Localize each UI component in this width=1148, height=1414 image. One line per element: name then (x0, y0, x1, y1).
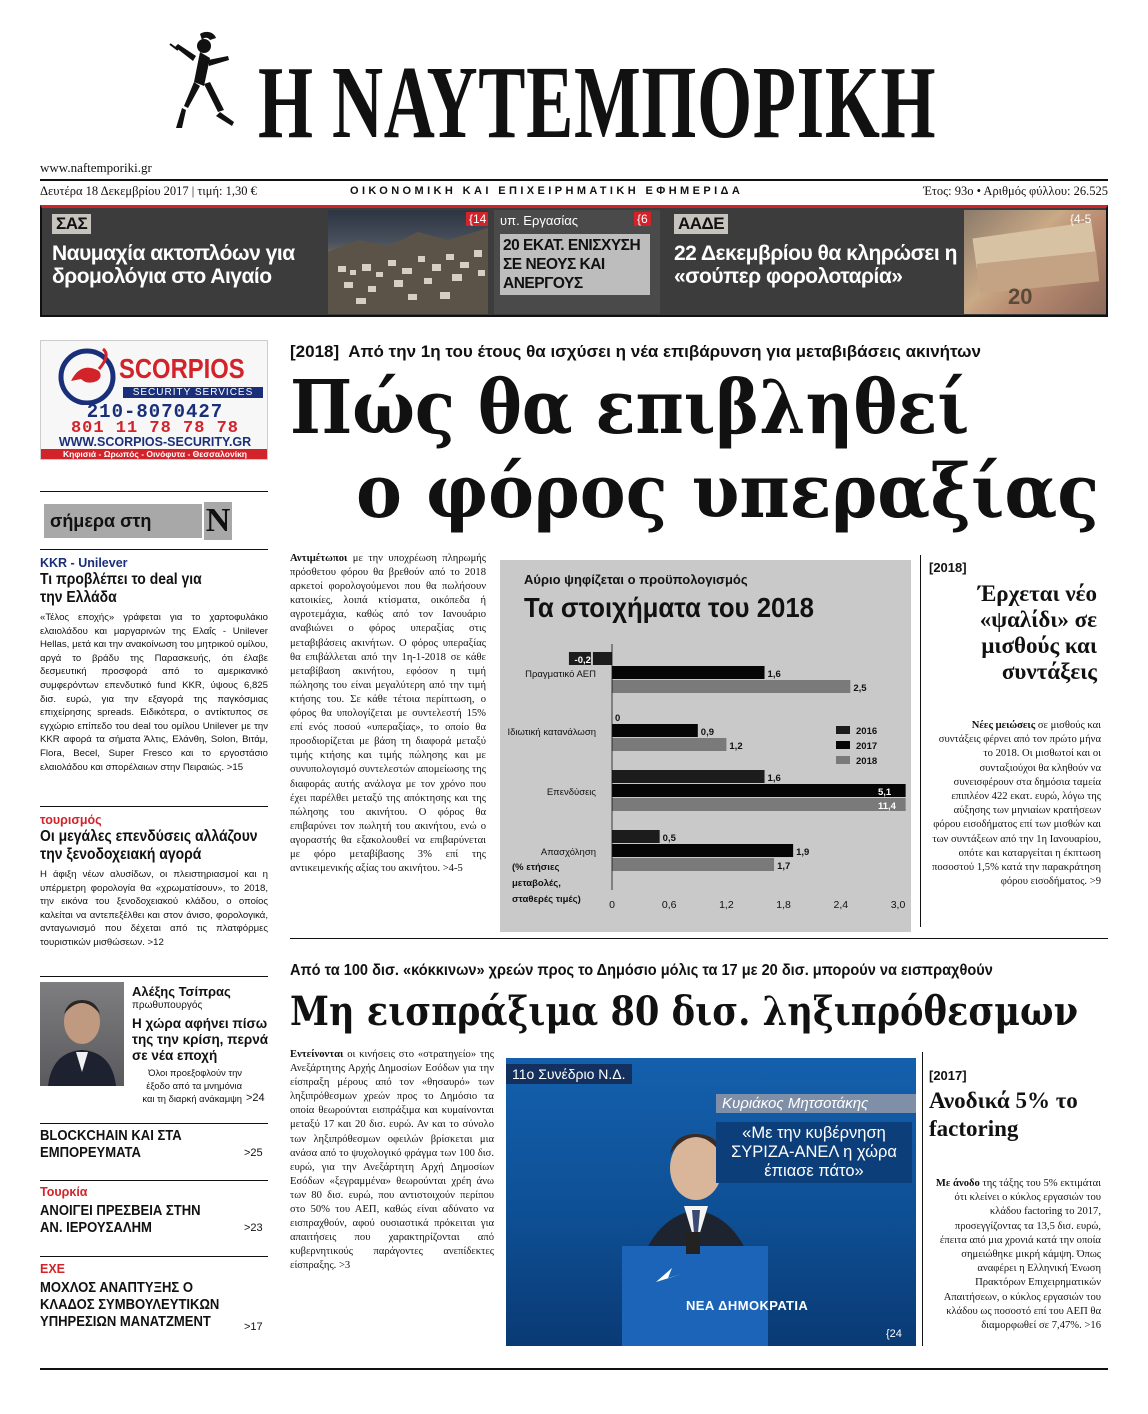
left-rule-turkey (40, 1256, 268, 1257)
lead-body-text: με την υποχρέωση πληρωμής πρόσθετου φόρου θα βρεθούν από το 2018 αρκετοί φορολογούμενοι που θα πωλήσουν κατοικίες, λοιπά κτίσματα, οικόπεδα ή αγροτεμάχια, καθώς από τον Ιανουάριο αναβιώνει ο φόρος υπεραξίας στις μεταβιβάσεις ακινήτων. Ο φόρος υπεραξίας θα επιβάλλεται από την 1η-1-2018 σε κάθε μεταβίβαση ακινήτου, εφόσον η τιμή πώλησης του είναι μεγαλύτερη από την τιμή κτήσης του. Σε κάθε τέτοια περίπτωση, ο φόρος θα υπολογίζεται με συντελεστή 15% επί ενός ποσού «υπεραξίας», το οποίο θα προσδιορίζεται με βάση τη διαφορά μεταξύ τιμής κτήσης και τιμής πώλησης και με συνυπολογισμό συντελεστών απομείωσης της διαφοράς αυτής ανάλογα με τον χρόνο που έχει παρέλθει μεταξύ της απόκτησης και της πώλησης του ακινήτου. Ο φόρος θα επιβαρύνει τον πωλητή του ακινήτου, ενώ ο αγοραστής θα εξακολουθεί να επιβαρύνεται με φόρο μεταβίβασης 3% επί της αντικειμενικής αξίας του ακινήτου. >4-5 (290, 553, 486, 875)
wages-headline: Έρχεται νέο «ψαλίδι» σε μισθούς και συντάξεις (977, 581, 1097, 684)
date-price: Δευτέρα 18 Δεκεμβρίου 2017 | τιμή: 1,30 € (40, 184, 257, 198)
island-photo (328, 210, 488, 314)
teaser-sas[interactable] (44, 210, 488, 314)
teaser-ergasias-kicker: υπ. Εργασίας (500, 213, 579, 228)
divider-debts-factoring (922, 1052, 923, 1346)
congress-quote: «Με την κυβέρνηση ΣΥΡΙΖΑ-ΑΝΕΛ η χώρα έπιασε πάτο» (716, 1122, 912, 1183)
wages-body-text: σε μισθούς και συντάξεις φέρνει από τον πρώτο μήνα το 2018. Οι μισθωτοί και οι συνταξιούχοι θα κληθούν να συνεισφέρουν στα δημόσια ταμεία επιπλέον 422 εκατ. ευρώ, λόγω της αύξησης των μηνιαίων κρατήσεων φόρου εισοδήματος επί των μισθών και των συντάξεων από την 1η Ιανουαρίου, οπότε και καταργείται η έκπτωση ποσοστού 1,5% κατά την παρακράτηση φόρου εισοδήματος. >9 (932, 720, 1101, 888)
chart-legend-label: 2017 (856, 741, 878, 752)
chart-legend-swatch (836, 756, 850, 764)
tsipras-sub: Όλοι προεξοφλούν την έξοδο από τα μνημόνια και τη διαρκή ανάκαμψη (142, 1067, 242, 1104)
today-letter: N (205, 502, 231, 539)
chart-data-label: 1,6 (767, 773, 781, 784)
ad-phone2: 801 11 78 78 78 (70, 419, 240, 438)
brief-exe-text: ΜΟΧΛΟΣ ΑΝΑΠΤΥΞΗΣ Ο ΚΛΑΔΟΣ ΣΥΜΒΟΥΛΕΥΤΙΚΩΝ ΥΠΗΡΕΣΙΩΝ ΜΑΝΑΤΖΜΕΝΤ (40, 1280, 220, 1330)
factoring-body-lead: Με άνοδο (935, 1178, 980, 1189)
website[interactable]: www.naftemporiki.gr (40, 160, 152, 175)
factoring-body-text: της τάξης του 5% εκτιμάται ότι κλείνει ο κύκλος εργασιών του κλάδου factoring το 2017, προσεγγίζοντας τα 13,5 δισ. ευρώ, έπειτα από μια χρονιά κατά την οποία σημειώθηκε μικρή κάμψη. Όπως αναφέρει η Ελληνική Ένωση Πρακτόρων Επιχειρηματικών Απαιτήσεων, ο κύκλος εργασιών του κλάδου ως ποσοστό επί του ΑΕΠ θα διαμορφωθεί σε 7,47%. >16 (939, 1178, 1101, 1332)
chart-legend-label: 2018 (856, 756, 878, 767)
chart-title: Τα στοιχήματα του 2018 (524, 592, 815, 623)
lead-headline-1[interactable]: Πώς θα επιβληθεί (290, 365, 970, 451)
brief-exe-kicker: ΕΧΕ (40, 1262, 66, 1276)
chart-x-tick: 0,6 (661, 899, 677, 911)
wages-body-lead: Νέες μειώσεις (971, 720, 1036, 731)
chart-xlabel: (% ετήσιες μεταβολές, σταθερές τιμές) (512, 862, 581, 905)
chart-bar (612, 844, 793, 857)
left-rule-tsipras (40, 1123, 268, 1124)
brief-turkey-kicker: Τουρκία (40, 1185, 88, 1199)
tagline: ΟΙΚΟΝΟΜΙΚΗ ΚΑΙ ΕΠΙΧΕΙΡΗΜΑΤΙΚΗ ΕΦΗΜΕΡΙΔΑ (350, 185, 744, 197)
debts-body-text: οι κινήσεις στο «στρατηγείο» της Ανεξάρτητης Αρχής Δημοσίων Εσόδων για την είσπραξη μέρους από τον «θησαυρό» των ληξιπρόθεσμων χρεών προς το Δημόσιο τα οποία θεωρούνται εισπράξιμα και κυμαίνονται μεταξύ 17 και 20 δισ. ευρώ. Αν και το σύνολο των ληξιπρόθεσμων οφειλών βρίσκεται μια ανάσα από το ψυχολογικό φράγμα των 100 δισ. ευρώ, για την Ανεξάρτητη Αρχή Δημοσίων Εσόδων «ξεγραμμένα» θεωρούνται χρέη άνω των 80 δισ. ευρώ, που αντιστοιχούν περίπου στο 50% του ΑΕΠ, καθώς είναι αδύνατο να εισπραχθούν, αφού ουσιαστικά πρόκειται για απαιτήσεις που χαρακτηρίζονται από κυβερνητικούς παράγοντες ανεπίδεκτες είσπραξης. >3 (290, 1049, 494, 1272)
brief-exe-page: >17 (244, 1321, 263, 1333)
factoring-headline: Ανοδικά 5% το factoring (929, 1088, 1078, 1141)
teaser-aade-kicker: ΑΑΔΕ (674, 214, 728, 234)
chart-bar (612, 858, 774, 871)
tsipras-name: Αλέξης Τσίπρας (132, 984, 231, 999)
ad-brand: SCORPIOS (119, 353, 245, 384)
chart-data-label: 5,1 (878, 787, 892, 798)
chart-data-label: 1,2 (729, 741, 743, 752)
story-kkr-body: «Τέλος εποχής» γράφεται για το χαρτοφυλάκιο ελαιολάδου και μαργαρινών της Ελαΐς - Unilever Hellas, μετά και την ανακοίνωση του μητρικού ομίλου, αργά το βράδυ της Παρασκευής, ότι έλαβε δεσμευτική προσφορά από το αμερικανικό συμφερόντων επενδυτικό fund KKR, ύψους 6,825 δισ. ευρώ, για την εξαγορά της παγκόσμιας επιχείρησης spreads. Ειδικότερα, ο αντίκτυπος σε εγχώριο επίπεδο του deal του ομίλου Unilever με την KKR αφορά τα σήματα Άλτις, Ελάνθη, Solon, Βιτάμ, Flora, Becel, Super Fresco και το εργοστάσιο ελαιολάδου και σπορέλαιων στην Πειραιώς. >15 (40, 612, 268, 773)
lead-body-lead: Αντιμέτωποι (290, 553, 348, 564)
chart-data-label: 0,9 (700, 727, 715, 738)
brief-exe[interactable] (40, 1262, 268, 1342)
chart-data-label: 1,7 (777, 861, 791, 872)
chart-bar (612, 770, 765, 783)
chart-bar (612, 738, 726, 751)
congress-podium: ΝΕΑ ΔΗΜΟΚΡΑΤΙΑ (686, 1298, 809, 1313)
chart-bar (612, 680, 850, 693)
left-rule-top (40, 491, 268, 492)
chart-legend-label: 2016 (856, 726, 878, 737)
brief-blockchain-text: BLOCKCHAIN ΚΑΙ ΣΤΑ ΕΜΠΟΡΕΥΜΑΤΑ (40, 1128, 182, 1161)
chart-plot (500, 560, 911, 932)
left-rule-bottom (40, 1368, 1108, 1370)
chart-data-label: 0 (615, 713, 621, 724)
hermes-logo (160, 26, 240, 146)
ad-url: WWW.SCORPIOS-SECURITY.GR (58, 435, 252, 449)
svg-text:20: 20 (1008, 284, 1033, 309)
divider-lead-wages (920, 555, 921, 927)
left-rule-blockchain (40, 1180, 268, 1181)
wages-body (929, 719, 1101, 889)
teaser-sas-headline: Ναυμαχία ακτοπλόων για δρομολόγια στο Αιγαίο (52, 242, 295, 288)
chart-x-tick: 3,0 (890, 899, 906, 911)
teaser-ergasias[interactable] (494, 210, 660, 314)
lead-kicker (290, 342, 1110, 362)
teaser-aade[interactable] (666, 210, 1106, 314)
brief-turkey-text: ΑΝΟΙΓΕΙ ΠΡΕΣΒΕΙΑ ΣΤΗΝ ΑΝ. ΙΕΡΟΥΣΑΛΗΜ (40, 1203, 201, 1236)
ad-locations: Κηφισιά - Ωρωπός - Οινόφυτα - Θεσσαλονίκη (41, 449, 268, 459)
chart-data-label: 1,9 (796, 847, 810, 858)
lead-headline-2[interactable]: ο φόρος υπεραξίας (356, 449, 1100, 535)
chart-bar (612, 830, 660, 843)
chart-x-tick: 1,2 (719, 899, 734, 911)
ad-phone1: 210-8070427 (86, 401, 224, 423)
teaser-sas-kicker: ΣΑΣ (52, 214, 91, 234)
masthead (0, 0, 1148, 200)
congress-page: {24 (886, 1328, 902, 1340)
rule-mid (290, 938, 1108, 939)
brief-blockchain[interactable] (40, 1128, 268, 1168)
factoring-tag: [2017] (929, 1068, 967, 1083)
teaser-aade-page: {4-5 (1070, 212, 1092, 226)
chart-bar (612, 724, 698, 737)
tsipras-page: >24 (246, 1092, 265, 1104)
chart-data-label: -0,2 (574, 655, 591, 666)
tsipras-role: πρωθυπουργός (132, 1000, 203, 1011)
debts-headline[interactable]: Μη εισπράξιμα 80 δισ. ληξιπρόθεσμων (290, 988, 1078, 1035)
chart-x-tick: 0 (609, 899, 615, 911)
brief-blockchain-page: >25 (244, 1147, 263, 1159)
chart-data-label: 1,6 (767, 669, 781, 680)
story-kkr-kicker: KKR - Unilever (40, 556, 128, 570)
brief-turkey[interactable] (40, 1185, 268, 1241)
today-label: σήμερα στη (44, 504, 202, 538)
chart-legend-swatch (836, 741, 850, 749)
story-tourism-body: Η άφιξη νέων αλυσίδων, οι πλειστηριασμοί και η υπέρμετρη φορολογία θα «χρωματίσουν», το 2018, την εικόνα του ξενοδοχειακού κλάδου, ο οποίος καλείται να αντεπεξέλθει και στον άνισο, φορολογικά, ανταγωνισμό που δέχεται από τις πλατφόρμες τουριστικών μισθώσεων. >12 (40, 869, 268, 948)
chart-bar (612, 666, 765, 679)
story-kkr[interactable] (40, 556, 268, 774)
chart-category-label: Απασχόληση (540, 847, 596, 858)
chart-category-label: Πραγματικό ΑΕΠ (525, 669, 596, 680)
left-rule-today (40, 549, 268, 550)
teaser-sas-page: {14 (466, 212, 488, 226)
factoring-body (929, 1177, 1101, 1333)
story-tourism-kicker: τουρισμός (40, 813, 102, 827)
issue-number: Έτος: 93ο • Αριθμός φύλλου: 26.525 (923, 184, 1108, 198)
chart-x-tick: 2,4 (833, 899, 849, 911)
chart-legend-swatch (836, 726, 850, 734)
story-tourism-headline: Οι μεγάλες επενδύσεις αλλάζουν την ξενοδοχειακή αγορά (40, 828, 258, 863)
chart-data-label: 0,5 (662, 833, 676, 844)
debts-body (290, 1048, 494, 1274)
chart-bar (612, 798, 906, 811)
ad-subtitle: SECURITY SERVICES (123, 387, 263, 398)
budget-chart (500, 560, 911, 932)
today-box (40, 498, 268, 544)
teaser-aade-headline: 22 Δεκεμβρίου θα κληρώσει η «σούπερ φορολοταρία» (674, 242, 957, 288)
story-kkr-headline: Τι προβλέπει το deal για την Ελλάδα (40, 571, 202, 606)
factoring-story[interactable] (929, 1068, 1109, 1333)
lead-body (290, 552, 486, 876)
tsipras-box[interactable] (40, 982, 268, 1106)
debts-body-lead: Εντείνονται (290, 1049, 344, 1060)
chart-category-label: Ιδιωτική κατανάλωση (507, 727, 596, 738)
chart-bar (612, 784, 906, 797)
scorpios-ad[interactable] (40, 340, 268, 460)
chart-data-label: 11,4 (878, 801, 896, 812)
scorpion-icon (49, 347, 125, 405)
chart-data-label: 2,5 (853, 683, 867, 694)
left-rule-tourism (40, 976, 268, 977)
congress-photo[interactable] (506, 1058, 916, 1346)
wages-tag: [2018] (929, 560, 967, 575)
chart-bar (593, 652, 612, 665)
wages-story[interactable] (929, 560, 1109, 889)
teaser-ergasias-page: {6 (634, 212, 651, 226)
left-rule-kkr (40, 806, 268, 807)
brief-turkey-page: >23 (244, 1222, 263, 1234)
chart-kicker: Αύριο ψηφίζεται ο προϋπολογισμός (524, 572, 748, 587)
masthead-rule (40, 179, 1108, 181)
debts-kicker: Από τα 100 δισ. «κόκκινων» χρεών προς το Δημόσιο μόλις τα 17 με 20 δισ. μπορούν να εισπραχθούν (290, 962, 993, 979)
chart-x-tick: 1,8 (776, 899, 791, 911)
tsipras-photo (40, 982, 124, 1086)
story-tourism[interactable] (40, 813, 268, 950)
congress-speaker: Κυριάκος Μητσοτάκης (716, 1094, 916, 1113)
lead-kicker-tag: [2018] (290, 342, 340, 361)
teaser-ergasias-headline: 20 ΕΚΑΤ. ΕΝΙΣΧΥΣΗ ΣΕ ΝΕΟΥΣ ΚΑΙ ΑΝΕΡΓΟΥΣ (500, 234, 650, 295)
lead-kicker-text: Από την 1η του έτους θα ισχύσει η νέα επιβάρυνση για μεταβιβάσεις ακινήτων (348, 342, 981, 361)
chart-category-label: Επενδύσεις (546, 787, 596, 798)
tsipras-quote: Η χώρα αφήνει πίσω της την κρίση, περνά σε νέα εποχή (132, 1016, 269, 1063)
congress-label: 11ο Συνέδριο Ν.Δ. (506, 1064, 632, 1084)
masthead-title: Η ΝΑΥΤΕΜΠΟΡΙΚΗ (258, 45, 937, 160)
